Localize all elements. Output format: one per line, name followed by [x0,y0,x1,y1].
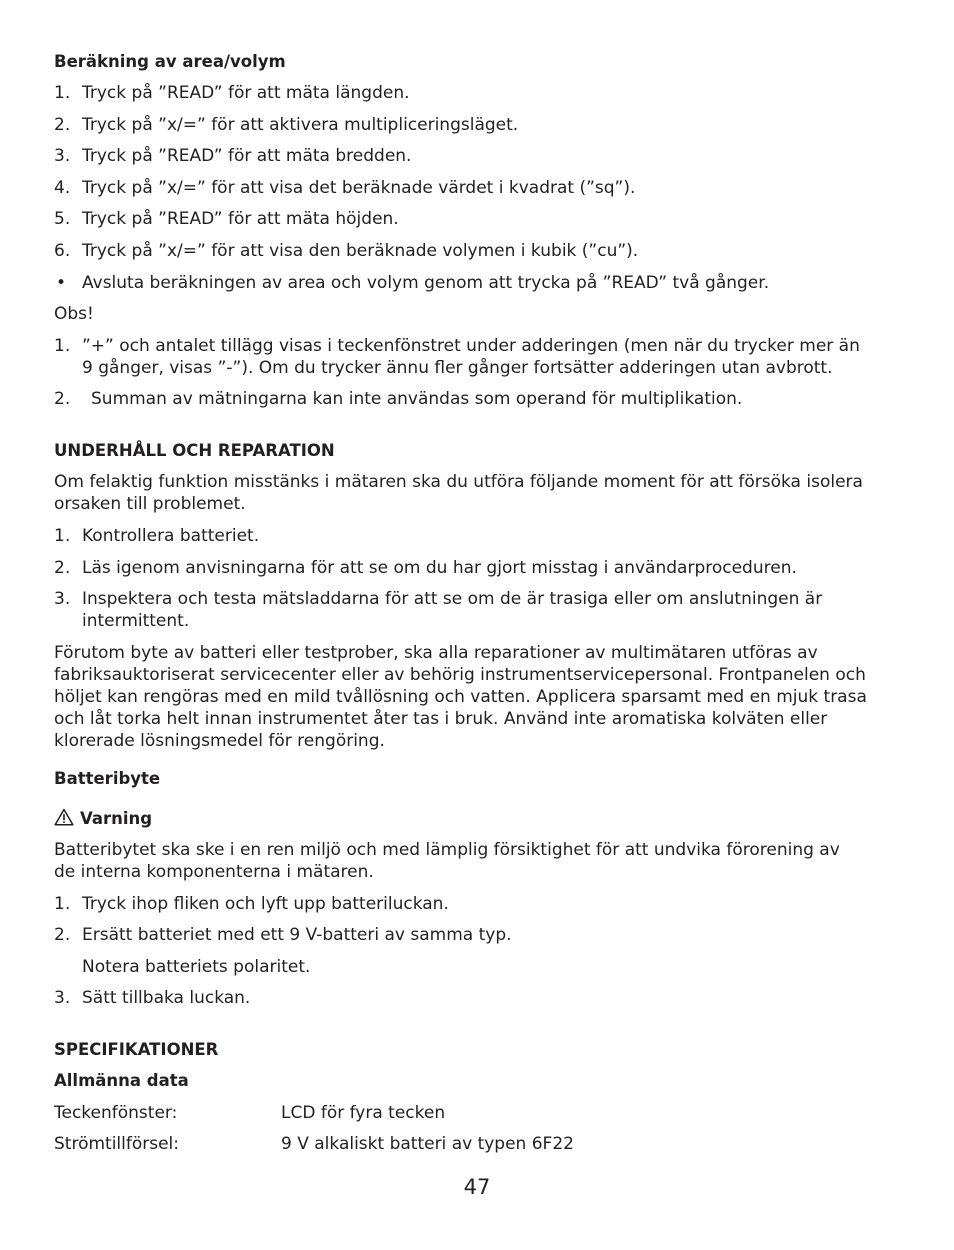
step-number: 6. [54,241,71,261]
step-text: Tryck på ”READ” för att mäta höjden. [82,209,399,229]
note-label: Obs! [54,304,94,324]
step-number: 2. [54,925,71,945]
spec-value: 9 V alkaliskt batteri av typen 6F22 [281,1134,574,1154]
section-heading-area-volume: Beräkning av area/volym [54,52,286,71]
paragraph-line: Förutom byte av batteri eller testprober, ska alla reparationer av multimätaren utföras av [54,643,818,663]
step-text: Sätt tillbaka luckan. [82,988,251,1008]
step-text: Ersätt batteriet med ett 9 V-batteri av samma typ. [82,925,512,945]
step-number: 1. [54,526,71,546]
step-text: Tryck ihop fliken och lyft upp batteriluckan. [82,894,449,914]
step-text: intermittent. [82,611,190,631]
paragraph-line: Om felaktig funktion misstänks i mätaren ska du utföra följande moment för att försöka isolera [54,472,863,492]
step-text: Tryck på ”x/=” för att visa det beräknade värdet i kvadrat (”sq”). [82,178,636,198]
step-text: Tryck på ”x/=” för att visa den beräknade volymen i kubik (”cu”). [82,241,639,261]
step-number: 1. [54,894,71,914]
step-text: Notera batteriets polaritet. [82,957,311,977]
paragraph-line: höljet kan rengöras med en mild tvållösning och vatten. Applicera sparsamt med en mjuk trasa [54,687,867,707]
section-heading-battery: Batteribyte [54,769,161,788]
step-number: 3. [54,988,71,1008]
spec-value: LCD för fyra tecken [281,1103,446,1123]
maintenance-intro [54,471,914,515]
section-heading-maintenance: UNDERHÅLL OCH REPARATION [54,441,335,460]
step-number: 5. [54,209,71,229]
bullet-symbol: • [56,273,67,293]
paragraph-line: och låt torka helt innan instrumentet åter tas i bruk. Använd inte aromatiska kolväten eller [54,709,828,729]
paragraph-line: de interna komponenterna i mätaren. [54,862,374,882]
note-text: ”+” och antalet tillägg visas i teckenfönstret under adderingen (men när du trycker mer än [82,336,860,356]
note-number: 1. [54,336,71,356]
step-text: Tryck på ”READ” för att mäta längden. [82,83,410,103]
step-number: 3. [54,146,71,166]
paragraph-line: klorerade lösningsmedel för rengöring. [54,731,385,751]
warning-label: Varning [80,809,153,828]
paragraph-line: orsaken till problemet. [54,494,246,514]
spec-label: Teckenfönster: [54,1103,178,1123]
step-text: Inspektera och testa mätsladdarna för att se om de är trasiga eller om anslutningen är [82,589,823,609]
step-text: Tryck på ”x/=” för att aktivera multipliceringsläget. [82,115,519,135]
note-text: 9 gånger, visas ”-”). Om du trycker ännu fler gånger fortsätter adderingen utan avbrott. [82,358,833,378]
step-number: 4. [54,178,71,198]
maintenance-paragraph [54,642,914,752]
step-number: 2. [54,115,71,135]
step-text: Kontrollera batteriet. [82,526,260,546]
subheading-general-data: Allmänna data [54,1071,189,1090]
step-number: 3. [54,589,71,609]
spec-label: Strömtillförsel: [54,1134,180,1154]
step-number: 1. [54,83,71,103]
section-heading-specs: SPECIFIKATIONER [54,1040,219,1059]
step-text: Tryck på ”READ” för att mäta bredden. [82,146,412,166]
warning-triangle-icon [54,808,74,830]
note-text: Summan av mätningarna kan inte användas som operand för multiplikation. [91,389,743,409]
page-number: 47 [463,1175,491,1199]
battery-intro [54,839,914,883]
paragraph-line: Batteribytet ska ske i en ren miljö och med lämplig försiktighet för att undvika förorening av [54,840,840,860]
paragraph-line: fabriksauktoriserat servicecenter eller av behörig instrumentservicepersonal. Frontpanelen och [54,665,866,685]
bullet-text: Avsluta beräkningen av area och volym genom att trycka på ”READ” två gånger. [82,273,770,293]
step-number: 2. [54,558,71,578]
step-text: Läs igenom anvisningarna för att se om du har gjort misstag i användarproceduren. [82,558,797,578]
warning-heading [54,808,152,830]
note-number: 2. [54,389,71,409]
